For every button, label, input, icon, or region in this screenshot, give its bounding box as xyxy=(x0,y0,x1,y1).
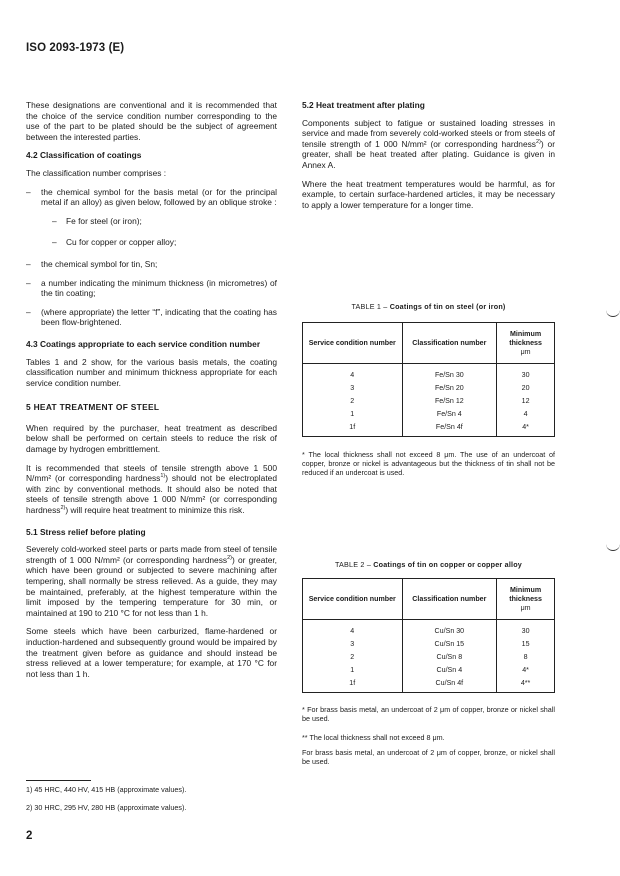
section-4-3-text: Tables 1 and 2 show, for the various basis metals, the coating classification number and minimum thickness appropriate for each service condition number. xyxy=(26,356,277,388)
list-item: – (where appropriate) the letter “f”, indicating that the coating has been flow-brightened. xyxy=(26,306,277,328)
list-item-text: a number indicating the minimum thickness (in micrometres) of the tin coating; xyxy=(41,277,277,299)
table-2-note-3: For brass basis metal, an undercoat of 2 μm of copper, bronze, or nickel shall be used. xyxy=(302,748,555,767)
table-1-caption: TABLE 1 – Coatings of tin on steel (or iron) xyxy=(351,302,506,311)
table-2 xyxy=(302,578,555,693)
intro-paragraph: These designations are conventional and it is recommended that the choice of the service condition number corresponding to the use of the part to be plated should be the subject of agreement between the interested parties. xyxy=(26,100,277,142)
list-subitem: – Cu for copper or copper alloy; xyxy=(52,237,177,248)
table-row: 1f Cu/Sn 4f 4** xyxy=(303,677,555,693)
section-5-2-heading: 5.2 Heat treatment after plating xyxy=(302,100,425,110)
list-item-text: the chemical symbol for tin, Sn; xyxy=(41,258,158,269)
page-number: 2 xyxy=(26,830,33,842)
unit-label: μm xyxy=(520,603,531,612)
table-header-cell: Minimum thickness μm xyxy=(497,579,555,620)
section-5-2-paragraph-1: Components subject to fatigue or sustained loading stresses in service and made from severely cold-worked steels or from steels of tensile strength of 1 000 N/mm² (or corresponding hardness$^{2)}$) or greater, shall be heat treated after plating. Guidance is given in Annex A. xyxy=(302,117,556,170)
list-item: – the chemical symbol for the basis metal (or for the principal metal if an alloy) as given below, followed by an oblique stroke : xyxy=(26,186,277,208)
section-5-1-paragraph-1: Severely cold-worked steel parts or parts made from steel of tensile strength of 1 000 N/mm² (or corresponding hardness$^{2)}$) or greater, which have been ground or subjected to severe machining after tempering, shall normally be stress relieved. As a guide, they may be maintained, preferably, at the highest temperature within the limit imposed by the tempering temperature for 30 min, or maintained at 190 to 210 °C for not less than 1 h. xyxy=(26,544,277,618)
footnote-ref: 2) xyxy=(536,138,541,145)
section-5-heading: 5 HEAT TREATMENT OF STEEL xyxy=(26,402,160,413)
table-1-note: * The local thickness shall not exceed 8 μm. The use of an undercoat of copper, bronze or nickel is advantageous but the thickness of tin shall not be reduced if an undercoat is used. xyxy=(302,450,555,478)
section-4-3-heading: 4.3 Coatings appropriate to each service condition number xyxy=(26,338,261,349)
table-row: 3 Cu/Sn 15 15 xyxy=(303,638,555,651)
list-item-text: the chemical symbol for the basis metal (or for the principal metal if an alloy) as given below, followed by an oblique stroke : xyxy=(41,186,277,208)
margin-mark xyxy=(606,544,620,551)
list-item: – a number indicating the minimum thickness (in micrometres) of the tin coating; xyxy=(26,277,277,299)
table-header-cell: Classification number xyxy=(402,579,497,620)
page-header: ISO 2093-1973 (E) xyxy=(26,42,125,54)
footnote-1: 1) 45 HRC, 440 HV, 415 HB (approximate values). xyxy=(26,785,187,794)
margin-mark xyxy=(606,310,620,317)
table-row: 1 Cu/Sn 4 4* xyxy=(303,664,555,677)
table-header-cell: Classification number xyxy=(402,323,497,364)
section-5-1-heading: 5.1 Stress relief before plating xyxy=(26,526,146,537)
table-row: 1 Fe/Sn 4 4 xyxy=(303,408,555,421)
section-5-paragraph-1: When required by the purchaser, heat treatment as described below shall be performed on certain steels to reduce the risk of damage by hydrogen embrittlement. xyxy=(26,422,277,455)
table-2-note-1: * For brass basis metal, an undercoat of 2 μm of copper, bronze or nickel shall be used. xyxy=(302,705,555,724)
section-4-2-lead: The classification number comprises : xyxy=(26,167,167,178)
footnote-ref: 2) xyxy=(60,505,66,512)
table-1 xyxy=(302,322,555,437)
table-header-cell: Service condition number xyxy=(303,323,403,364)
table-2-caption: TABLE 2 – Coatings of tin on copper or copper alloy xyxy=(335,560,522,569)
left-column xyxy=(26,100,277,687)
table-row: 4 Fe/Sn 30 30 xyxy=(303,369,555,382)
list-item-text: (where appropriate) the letter “f”, indicating that the coating has been flow-brightened. xyxy=(41,306,277,328)
table-row: 1f Fe/Sn 4f 4* xyxy=(303,421,555,437)
list-subitem: – Fe for steel (or iron); xyxy=(52,215,142,226)
table-2-note-2: ** The local thickness shall not exceed 8 μm. xyxy=(302,733,445,742)
footnote-ref: 1) xyxy=(160,473,166,480)
section-4-2-heading: 4.2 Classification of coatings xyxy=(26,150,142,161)
table-header-cell: Minimum thickness μm xyxy=(497,323,555,364)
section-5-paragraph-2: It is recommended that steels of tensile strength above 1 500 N/mm² (or corresponding hardness$^{1)}$) should not be electroplated with zinc by conventional methods. It should also be noted that steels of tensile strength above 1 000 N/mm² (or corresponding hardness$^{2)}$) will require heat treatment to minimize this risk. xyxy=(26,462,277,516)
list-item: – the chemical symbol for tin, Sn; xyxy=(26,259,277,270)
footnote-ref: 2) xyxy=(227,555,232,562)
footnote-2: 2) 30 HRC, 295 HV, 280 HB (approximate values). xyxy=(26,803,187,812)
section-5-2-paragraph-2: Where the heat treatment temperatures would be harmful, as for example, to certain surface-hardened articles, it may be necessary to apply a lower temperature for a longer time. xyxy=(302,178,555,210)
list-subitem-text: Cu for copper or copper alloy; xyxy=(66,237,177,248)
table-row: 2 Fe/Sn 12 12 xyxy=(303,395,555,408)
section-5-1-paragraph-2: Some steels which have been carburized, flame-hardened or induction-hardened and subsequently ground would be impaired by the treatment given before as guidance and should instead be stress relieved at a lower temperature; for example, at 170 °C for not less than 1 h. xyxy=(26,626,277,679)
footnote-divider xyxy=(26,780,91,781)
table-row: 3 Fe/Sn 20 20 xyxy=(303,382,555,395)
table-row: 4 Cu/Sn 30 30 xyxy=(303,625,555,638)
table-row: 2 Cu/Sn 8 8 xyxy=(303,651,555,664)
table-header-cell: Service condition number xyxy=(303,579,403,620)
right-column xyxy=(302,100,555,218)
list-subitem-text: Fe for steel (or iron); xyxy=(66,215,142,226)
unit-label: μm xyxy=(520,347,531,356)
